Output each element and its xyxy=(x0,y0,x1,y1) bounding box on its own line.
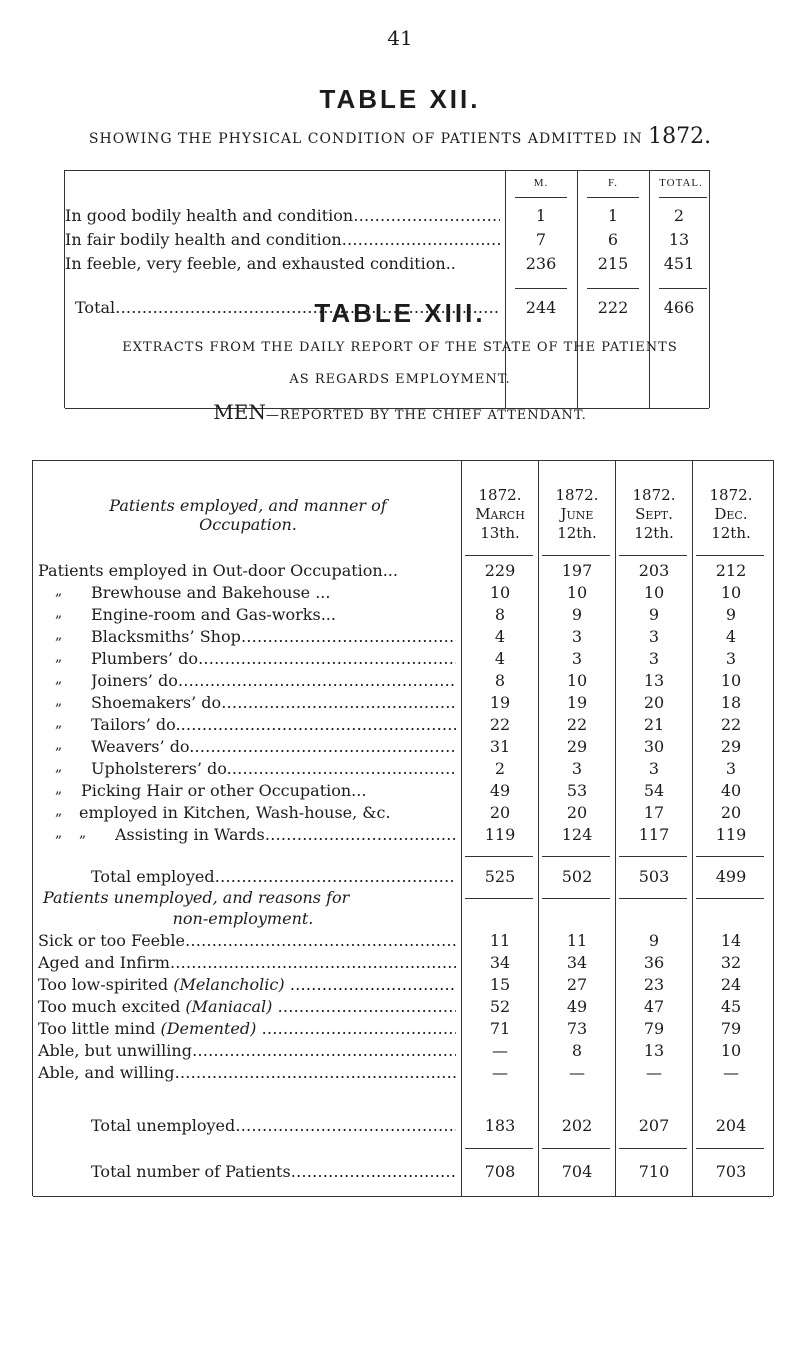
ditto-mark: „ xyxy=(55,803,63,819)
table-row xyxy=(33,583,773,607)
cell-sept: 23 xyxy=(643,975,665,994)
cell-march: 10 xyxy=(489,583,511,602)
total-rule xyxy=(465,1148,533,1149)
header-label-1: Patients employed, and manner of xyxy=(109,496,387,515)
cell-june: 10 xyxy=(566,583,588,602)
row-label: Total number of Patients ………………………………………………………………………………………… xyxy=(91,1162,456,1181)
cell-sept: 710 xyxy=(638,1162,670,1181)
row-label: Sick or too Feeble ………………………………………………………………………………………… xyxy=(38,931,456,950)
cell-march: 229 xyxy=(484,561,516,580)
cell-f: 215 xyxy=(597,254,629,273)
cell-dec: 10 xyxy=(720,671,742,690)
cell-june: 202 xyxy=(561,1116,593,1135)
cell-june: 49 xyxy=(566,997,588,1016)
cell-sept: 13 xyxy=(643,1041,665,1060)
cell-sept: 36 xyxy=(643,953,665,972)
cell-march: 525 xyxy=(484,867,516,886)
row-label: Weavers’ do. ………………………………………………………………………………………… xyxy=(91,737,456,756)
table-13-subtitle-2: AS REGARDS EMPLOYMENT. xyxy=(289,372,511,387)
table-row xyxy=(33,693,773,717)
total-rule xyxy=(696,1148,764,1149)
cell-sept: 30 xyxy=(643,737,665,756)
table-row xyxy=(33,671,773,695)
cell-dec: 24 xyxy=(720,975,742,994)
cell-m: 1 xyxy=(535,206,547,225)
cell-june: 27 xyxy=(566,975,588,994)
table-row xyxy=(33,825,773,849)
cell-dec: 703 xyxy=(715,1162,747,1181)
row-label: Plumbers’ do ………………………………………………………………………………………… xyxy=(91,649,456,668)
cell-f-total: 222 xyxy=(597,298,629,317)
ditto-mark: „ xyxy=(79,825,87,841)
cell-march: — xyxy=(492,1041,508,1060)
table-row xyxy=(33,759,773,783)
cell-june: 124 xyxy=(561,825,593,844)
cell-m: 7 xyxy=(535,230,547,249)
col-head-total: TOTAL. xyxy=(659,177,703,189)
section-rule xyxy=(619,898,687,899)
cell-march: 34 xyxy=(489,953,511,972)
subtotal-rule xyxy=(696,856,764,857)
total-rule xyxy=(587,288,639,289)
row-label: Aged and Infirm ………………………………………………………………………………………… xyxy=(38,953,456,972)
row-label: Blacksmiths’ Shop ………………………………………………………………………………………… xyxy=(91,627,456,646)
cell-dec: 499 xyxy=(715,867,747,886)
section-rule xyxy=(465,898,533,899)
subtotal-rule xyxy=(542,856,610,857)
table-12-year: 1872. xyxy=(648,124,712,149)
cell-sept: 3 xyxy=(648,759,660,778)
header-rule xyxy=(542,555,610,556)
cell-march: 15 xyxy=(489,975,511,994)
row-label: Too low-spirited (Melancholic) ………………………………………………………………………………………… xyxy=(38,975,456,994)
ditto-mark: „ xyxy=(55,605,63,621)
cell-june: 29 xyxy=(566,737,588,756)
cell-dec: — xyxy=(723,1063,739,1082)
total-rule xyxy=(515,288,567,289)
ditto-mark: „ xyxy=(55,715,63,731)
col-head-rule xyxy=(659,197,707,198)
row-label: In fair bodily health and condition ………………………………………………………………………………………… xyxy=(65,230,500,249)
cell-dec: 3 xyxy=(725,649,737,668)
cell-march: 4 xyxy=(494,627,506,646)
table-row xyxy=(33,1063,773,1087)
cell-dec: 10 xyxy=(720,583,742,602)
cell-march: 19 xyxy=(489,693,511,712)
total-rule xyxy=(619,1148,687,1149)
cell-march: 183 xyxy=(484,1116,516,1135)
subtotal-rule xyxy=(619,856,687,857)
ditto-mark: „ xyxy=(55,649,63,665)
total-patients-row xyxy=(33,1162,773,1186)
date-header-sept: 1872. Sept. 12th. xyxy=(632,486,676,542)
table-13-subtitle-3 xyxy=(0,400,800,424)
cell-march: 71 xyxy=(489,1019,511,1038)
subtotal-rule xyxy=(465,856,533,857)
cell-june: 197 xyxy=(561,561,593,580)
cell-june: 3 xyxy=(571,759,583,778)
row-label: Able, but unwilling ………………………………………………………………………………………… xyxy=(38,1041,456,1060)
row-label: Total unemployed ………………………………………………………………………………………… xyxy=(91,1116,456,1135)
row-label: Too much excited (Maniacal) ………………………………………………………………………………………… xyxy=(38,997,456,1016)
unemployed-heading-2: non-employment. xyxy=(172,909,314,928)
cell-dec: 18 xyxy=(720,693,742,712)
cell-sept: 3 xyxy=(648,627,660,646)
cell-sept: 117 xyxy=(638,825,670,844)
cell-sept: 10 xyxy=(643,583,665,602)
table-row xyxy=(33,649,773,673)
cell-june: 9 xyxy=(571,605,583,624)
page-number: 41 xyxy=(387,26,413,50)
cell-dec: 20 xyxy=(720,803,742,822)
cell-june: 53 xyxy=(566,781,588,800)
table-row xyxy=(33,605,773,629)
cell-march: 31 xyxy=(489,737,511,756)
table-13-subtitle-1: EXTRACTS FROM THE DAILY REPORT OF THE STATE OF THE PATIENTS xyxy=(122,340,678,355)
total-rule xyxy=(659,288,707,289)
header-rule xyxy=(696,555,764,556)
table-row xyxy=(33,1019,773,1043)
row-label: Able, and willing ………………………………………………………………………………………… xyxy=(38,1063,456,1082)
table-row xyxy=(33,561,773,585)
cell-june: 704 xyxy=(561,1162,593,1181)
row-label: Total employed ………………………………………………………………………………………… xyxy=(91,867,456,886)
cell-march: 11 xyxy=(489,931,511,950)
table-row xyxy=(33,997,773,1021)
date-header-june: 1872. June 12th. xyxy=(555,486,599,542)
cell-dec: 32 xyxy=(720,953,742,972)
cell-dec: 204 xyxy=(715,1116,747,1135)
cell-march: 119 xyxy=(484,825,516,844)
table-row xyxy=(33,715,773,739)
ditto-mark: „ xyxy=(55,781,63,797)
cell-sept: 54 xyxy=(643,781,665,800)
cell-sept: 47 xyxy=(643,997,665,1016)
cell-june: 502 xyxy=(561,867,593,886)
cell-sept: 21 xyxy=(643,715,665,734)
cell-sept: 79 xyxy=(643,1019,665,1038)
section-rule xyxy=(696,898,764,899)
cell-dec: 119 xyxy=(715,825,747,844)
cell-march: 8 xyxy=(494,605,506,624)
cell-sept: 20 xyxy=(643,693,665,712)
table-13-top-rule xyxy=(33,460,773,461)
cell-june: 22 xyxy=(566,715,588,734)
row-label: Shoemakers’ do ………………………………………………………………………………………… xyxy=(91,693,456,712)
cell-sept: 503 xyxy=(638,867,670,886)
table-12-subtitle xyxy=(0,124,800,149)
cell-sept: 207 xyxy=(638,1116,670,1135)
row-label: Too little mind (Demented) ………………………………………………………………………………………… xyxy=(38,1019,456,1038)
cell-march: — xyxy=(492,1063,508,1082)
row-label: Patients employed in Out-door Occupation... xyxy=(38,561,398,580)
table-row xyxy=(33,781,773,805)
cell-total: 13 xyxy=(668,230,690,249)
cell-sept: — xyxy=(646,1063,662,1082)
section-rule xyxy=(542,898,610,899)
cell-f: 1 xyxy=(607,206,619,225)
cell-dec: 40 xyxy=(720,781,742,800)
cell-june: 3 xyxy=(571,649,583,668)
cell-june: 10 xyxy=(566,671,588,690)
table-12-top-rule xyxy=(65,170,709,171)
row-label: In feeble, very feeble, and exhausted condition.. xyxy=(65,254,456,273)
cell-dec: 10 xyxy=(720,1041,742,1060)
ditto-mark: „ xyxy=(55,693,63,709)
cell-sept: 13 xyxy=(643,671,665,690)
cell-sept: 203 xyxy=(638,561,670,580)
col-head-rule xyxy=(515,197,567,198)
cell-june: 20 xyxy=(566,803,588,822)
cell-sept: 9 xyxy=(648,605,660,624)
cell-dec: 22 xyxy=(720,715,742,734)
cell-dec: 4 xyxy=(725,627,737,646)
reported-by: —REPORTED BY THE CHIEF ATTENDANT. xyxy=(265,408,587,423)
header-rule xyxy=(619,555,687,556)
row-label: Brewhouse and Bakehouse ... xyxy=(91,583,331,602)
cell-dec: 45 xyxy=(720,997,742,1016)
row-label: Tailors’ do. ………………………………………………………………………………………… xyxy=(91,715,456,734)
cell-june: 73 xyxy=(566,1019,588,1038)
table-13-title: TABLE XIII. xyxy=(314,298,486,328)
cell-dec: 3 xyxy=(725,759,737,778)
row-label: Engine-room and Gas-works... xyxy=(91,605,336,624)
cell-m-total: 244 xyxy=(525,298,557,317)
ditto-mark: „ xyxy=(55,825,63,841)
total-label: Total ………………………………………………………………………………………… xyxy=(75,298,500,317)
table-13-bottom-rule xyxy=(33,1196,773,1197)
men-label: MEN xyxy=(213,400,266,424)
cell-june: 3 xyxy=(571,627,583,646)
date-header-march: 1872. March 13th. xyxy=(475,486,525,542)
table-row xyxy=(33,953,773,977)
table-row xyxy=(33,1041,773,1065)
total-rule xyxy=(542,1148,610,1149)
cell-dec: 212 xyxy=(715,561,747,580)
table-12-title: TABLE XII. xyxy=(319,84,481,114)
col-head-f: F. xyxy=(608,177,618,189)
total-unemployed-row xyxy=(33,1116,773,1140)
table-row xyxy=(33,803,773,827)
cell-dec: 9 xyxy=(725,605,737,624)
cell-total: 2 xyxy=(673,206,685,225)
cell-grand-total: 466 xyxy=(663,298,695,317)
row-label: Joiners’ do ………………………………………………………………………………………… xyxy=(91,671,456,690)
cell-march: 52 xyxy=(489,997,511,1016)
cell-june: 34 xyxy=(566,953,588,972)
cell-june: — xyxy=(569,1063,585,1082)
row-label: Picking Hair or other Occupation... xyxy=(81,781,367,800)
col-head-rule xyxy=(587,197,639,198)
cell-march: 22 xyxy=(489,715,511,734)
table-row xyxy=(33,627,773,651)
ditto-mark: „ xyxy=(55,759,63,775)
cell-sept: 17 xyxy=(643,803,665,822)
cell-total: 451 xyxy=(663,254,695,273)
date-header-dec: 1872. Dec. 12th. xyxy=(709,486,753,542)
cell-march: 20 xyxy=(489,803,511,822)
header-rule xyxy=(465,555,533,556)
cell-march: 4 xyxy=(494,649,506,668)
row-label: employed in Kitchen, Wash-house, &c. xyxy=(79,803,391,822)
ditto-mark: „ xyxy=(55,671,63,687)
table-13 xyxy=(32,460,774,1196)
cell-dec: 14 xyxy=(720,931,742,950)
col-head-m: M. xyxy=(533,177,549,189)
table-12-subtitle-text: SHOWING THE PHYSICAL CONDITION OF PATIENTS ADMITTED IN xyxy=(88,131,643,147)
row-label: Upholsterers’ do. ………………………………………………………………………………………… xyxy=(91,759,456,778)
row-label: Assisting in Wards ………………………………………………………………………………………… xyxy=(115,825,456,844)
ditto-mark: „ xyxy=(55,627,63,643)
cell-june: 11 xyxy=(566,931,588,950)
cell-march: 8 xyxy=(494,671,506,690)
cell-june: 8 xyxy=(571,1041,583,1060)
cell-m: 236 xyxy=(525,254,557,273)
ditto-mark: „ xyxy=(55,583,63,599)
cell-f: 6 xyxy=(607,230,619,249)
cell-sept: 9 xyxy=(648,931,660,950)
ditto-mark: „ xyxy=(55,737,63,753)
table-row xyxy=(33,737,773,761)
cell-march: 708 xyxy=(484,1162,516,1181)
cell-march: 2 xyxy=(494,759,506,778)
header-label-2: Occupation. xyxy=(199,515,297,534)
cell-march: 49 xyxy=(489,781,511,800)
cell-dec: 29 xyxy=(720,737,742,756)
unemployed-heading-1: Patients unemployed, and reasons for xyxy=(43,888,350,907)
table-row xyxy=(33,931,773,955)
table-row xyxy=(33,975,773,999)
cell-sept: 3 xyxy=(648,649,660,668)
cell-june: 19 xyxy=(566,693,588,712)
row-label: In good bodily health and condition ………………………………………………………………………………………… xyxy=(65,206,500,225)
cell-dec: 79 xyxy=(720,1019,742,1038)
